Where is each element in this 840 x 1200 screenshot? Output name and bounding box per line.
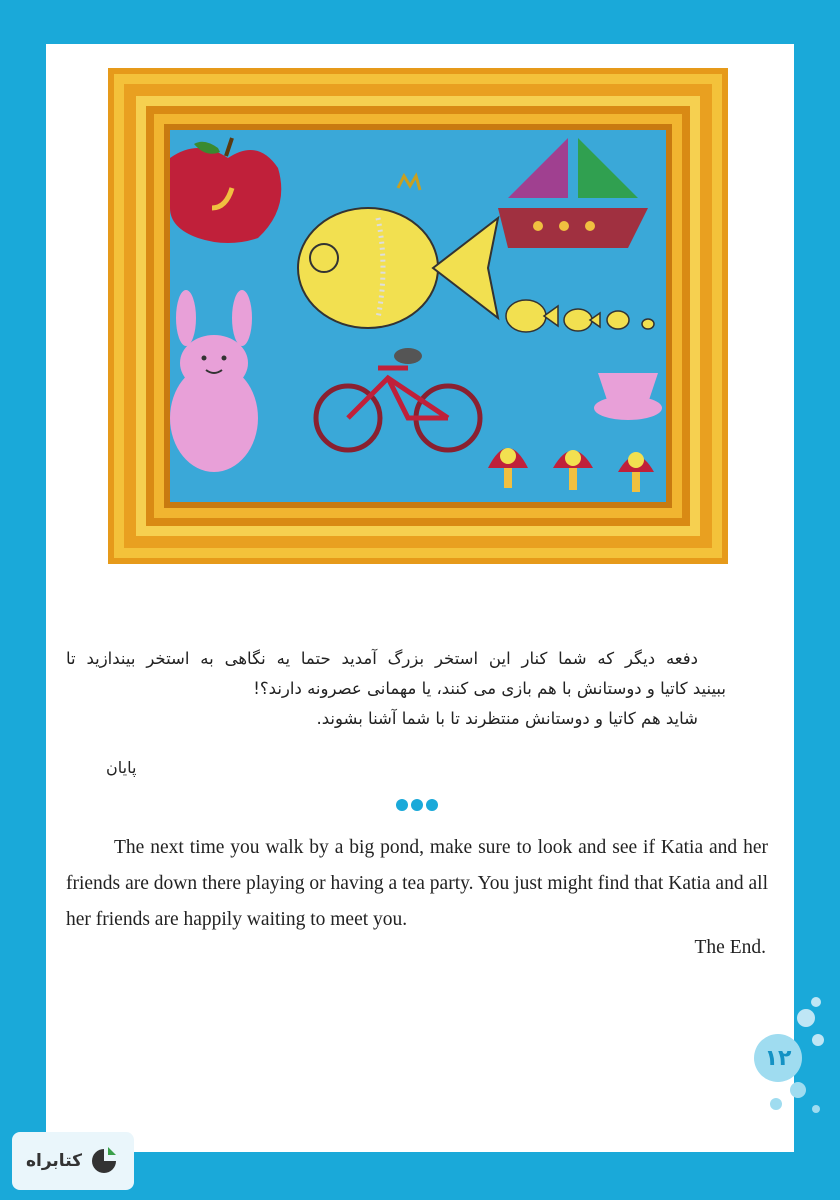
persian-line-1: دفعه دیگر که شما کنار این استخر بزرگ آمدید حتما یه نگاهی به استخر بیندازید تا xyxy=(66,649,698,668)
dot-icon xyxy=(396,799,408,811)
children-painting-illustration xyxy=(108,68,728,564)
book-page xyxy=(46,44,794,1152)
english-the-end: The End. xyxy=(694,937,766,958)
persian-line-3: شاید هم کاتیا و دوستانش منتظرند تا با شما آشنا بشوند. xyxy=(316,709,698,728)
painting-frame xyxy=(108,68,728,564)
section-divider-dots xyxy=(396,796,444,810)
logo-text: کتابراه xyxy=(25,1151,83,1171)
ketabrah-logo-icon xyxy=(88,1145,120,1177)
dot-icon xyxy=(411,799,423,811)
persian-the-end: پایان xyxy=(106,758,137,777)
persian-paragraph xyxy=(66,644,726,734)
persian-line-2: ببینید کاتیا و دوستانش با هم بازی می کنند، یا مهمانی عصرونه دارند؟! xyxy=(253,679,726,698)
ketabrah-logo xyxy=(12,1132,134,1190)
page-number: ۱۲ xyxy=(754,1034,802,1082)
dot-icon xyxy=(426,799,438,811)
english-paragraph: The next time you walk by a big pond, make sure to look and see if Katia and her friends are down there playing or having a tea party. You just might find that Katia and all her friends are happily waiting to meet you. xyxy=(66,837,768,930)
